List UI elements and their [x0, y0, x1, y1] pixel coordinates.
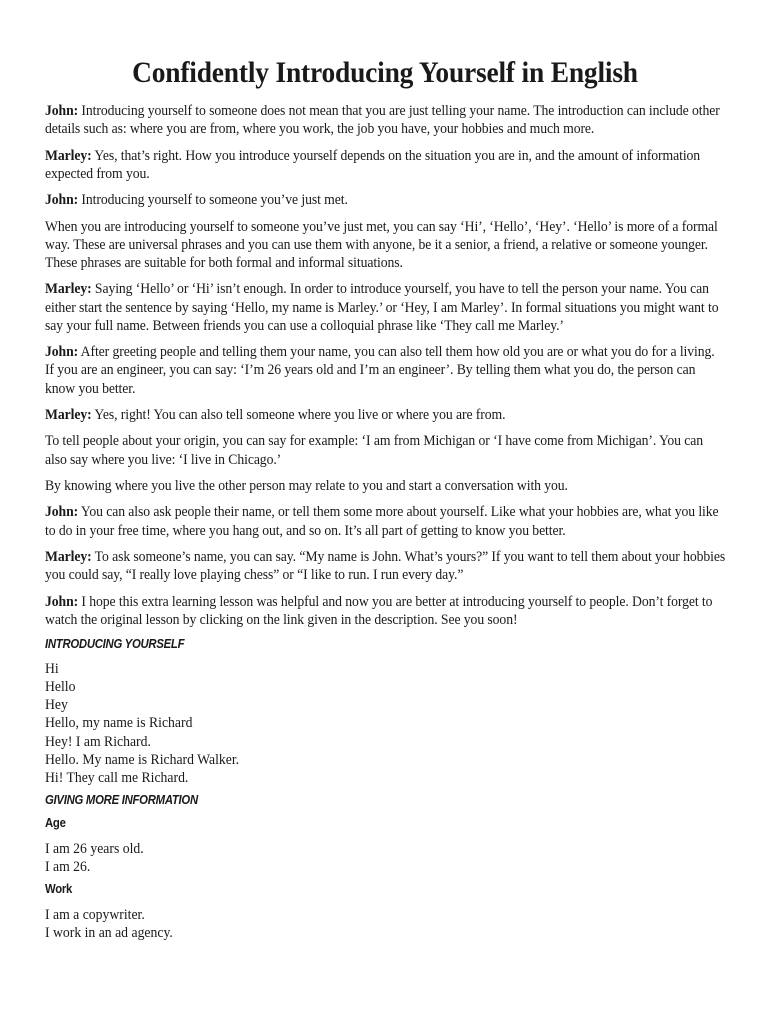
- phrase-item: I am 26 years old.: [45, 840, 144, 857]
- paragraph-text: When you are introducing yourself to someone you’ve just met, you can say ‘Hi’, ‘Hello’, ‘Hey’. ‘Hello’ is more of a formal way. These are universal phrases and you can use them with anyone, be it a senior, a friend, a relative or someone younger. These phrases are suitable for both formal and informal situations.: [45, 218, 718, 271]
- introducing-yourself-heading: INTRODUCING YOURSELF: [45, 637, 185, 652]
- work-subheading: Work: [45, 881, 73, 896]
- speaker-name: Marley:: [45, 147, 92, 164]
- paragraph-text: Saying ‘Hello’ or ‘Hi’ isn’t enough. In order to introduce yourself, you have to tell the person your name. You can either start the sentence by saying ‘Hello, my name is Marley.’ or ‘Hey, I am Marley’. In formal situations you might want to say your full name. Between friends you can use a colloquial phrase like ‘They call me Marley.’: [45, 281, 719, 334]
- dialogue-paragraph: [45, 147, 726, 183]
- speaker-name: Marley:: [45, 281, 92, 298]
- paragraph-text: I hope this extra learning lesson was helpful and now you are better at introducing yourself to people. Don’t forget to watch the original lesson by clicking on the link given in the description. See you soon!: [45, 593, 713, 628]
- document-page: [45, 54, 725, 948]
- phrase-item: Hi! They call me Richard.: [45, 769, 189, 786]
- speaker-name: Marley:: [45, 406, 92, 423]
- phrase-item: Hi: [45, 661, 59, 678]
- speaker-name: John:: [45, 103, 79, 119]
- phrase-item: Hey! I am Richard.: [45, 733, 151, 750]
- paragraph-text: You can also ask people their name, or tell them some more about yourself. Like what your hobbies are, what you like to do in your free time, where you hang out, and so on. It’s all part of getting to know you better.: [45, 504, 719, 539]
- introducing-phrase-list: [45, 660, 725, 787]
- phrase-item: I am 26.: [45, 858, 91, 875]
- dialogue-paragraph: [45, 503, 726, 539]
- dialogue-paragraph: [45, 406, 726, 424]
- dialogue-paragraph: [45, 191, 726, 209]
- dialogue-paragraph: [45, 343, 726, 398]
- paragraph-text: Introducing yourself to someone does not mean that you are just telling your name. The introduction can include other details such as: where you are from, where you work, the job you have, your hobbies and much more.: [45, 103, 720, 138]
- phrase-item: I work in an ad agency.: [45, 925, 173, 942]
- speaker-name: Marley:: [45, 548, 92, 565]
- paragraph-text: By knowing where you live the other person may relate to you and start a conversation with you.: [45, 477, 568, 494]
- dialogue-paragraph: [45, 593, 726, 629]
- dialogue-paragraph: [45, 280, 726, 335]
- paragraph-text: To tell people about your origin, you can say for example: ‘I am from Michigan or ‘I have come from Michigan’. You can also say where you live: ‘I live in Chicago.’: [45, 433, 704, 468]
- dialogue: [45, 102, 725, 629]
- more-information-heading: GIVING MORE INFORMATION: [45, 792, 198, 807]
- dialogue-paragraph: [45, 218, 726, 273]
- age-subheading: Age: [45, 815, 66, 830]
- speaker-name: John:: [45, 344, 79, 361]
- dialogue-paragraph: [45, 477, 726, 495]
- page-title: Confidently Introducing Yourself in English: [132, 57, 638, 89]
- phrase-item: Hello: [45, 679, 76, 696]
- speaker-name: John:: [45, 504, 79, 521]
- speaker-name: John:: [45, 593, 79, 610]
- work-phrase-list: [45, 906, 725, 942]
- phrase-item: I am a copywriter.: [45, 906, 145, 923]
- age-phrase-list: [45, 840, 725, 876]
- phrase-item: Hello, my name is Richard: [45, 715, 193, 732]
- paragraph-text: Yes, that’s right. How you introduce yourself depends on the situation you are in, and the amount of information expected from you.: [45, 147, 701, 182]
- dialogue-paragraph: [45, 102, 726, 138]
- phrase-item: Hey: [45, 697, 68, 714]
- paragraph-text: After greeting people and telling them your name, you can also tell them how old you are or what you do for a living. If you are an engineer, you can say: ‘I’m 26 years old and I’m an engineer’. By telling them what you do, the person can know you better.: [45, 344, 715, 397]
- paragraph-text: Yes, right! You can also tell someone where you live or where you are from.: [91, 406, 506, 423]
- speaker-name: John:: [45, 192, 79, 209]
- phrase-item: Hello. My name is Richard Walker.: [45, 751, 240, 768]
- dialogue-paragraph: [45, 432, 726, 468]
- dialogue-paragraph: [45, 548, 726, 584]
- paragraph-text: Introducing yourself to someone you’ve just met.: [78, 192, 348, 209]
- paragraph-text: To ask someone’s name, you can say. “My name is John. What’s yours?” If you want to tell them about your hobbies you could say, “I really love playing chess” or “I like to run. I run every day.”: [45, 548, 726, 584]
